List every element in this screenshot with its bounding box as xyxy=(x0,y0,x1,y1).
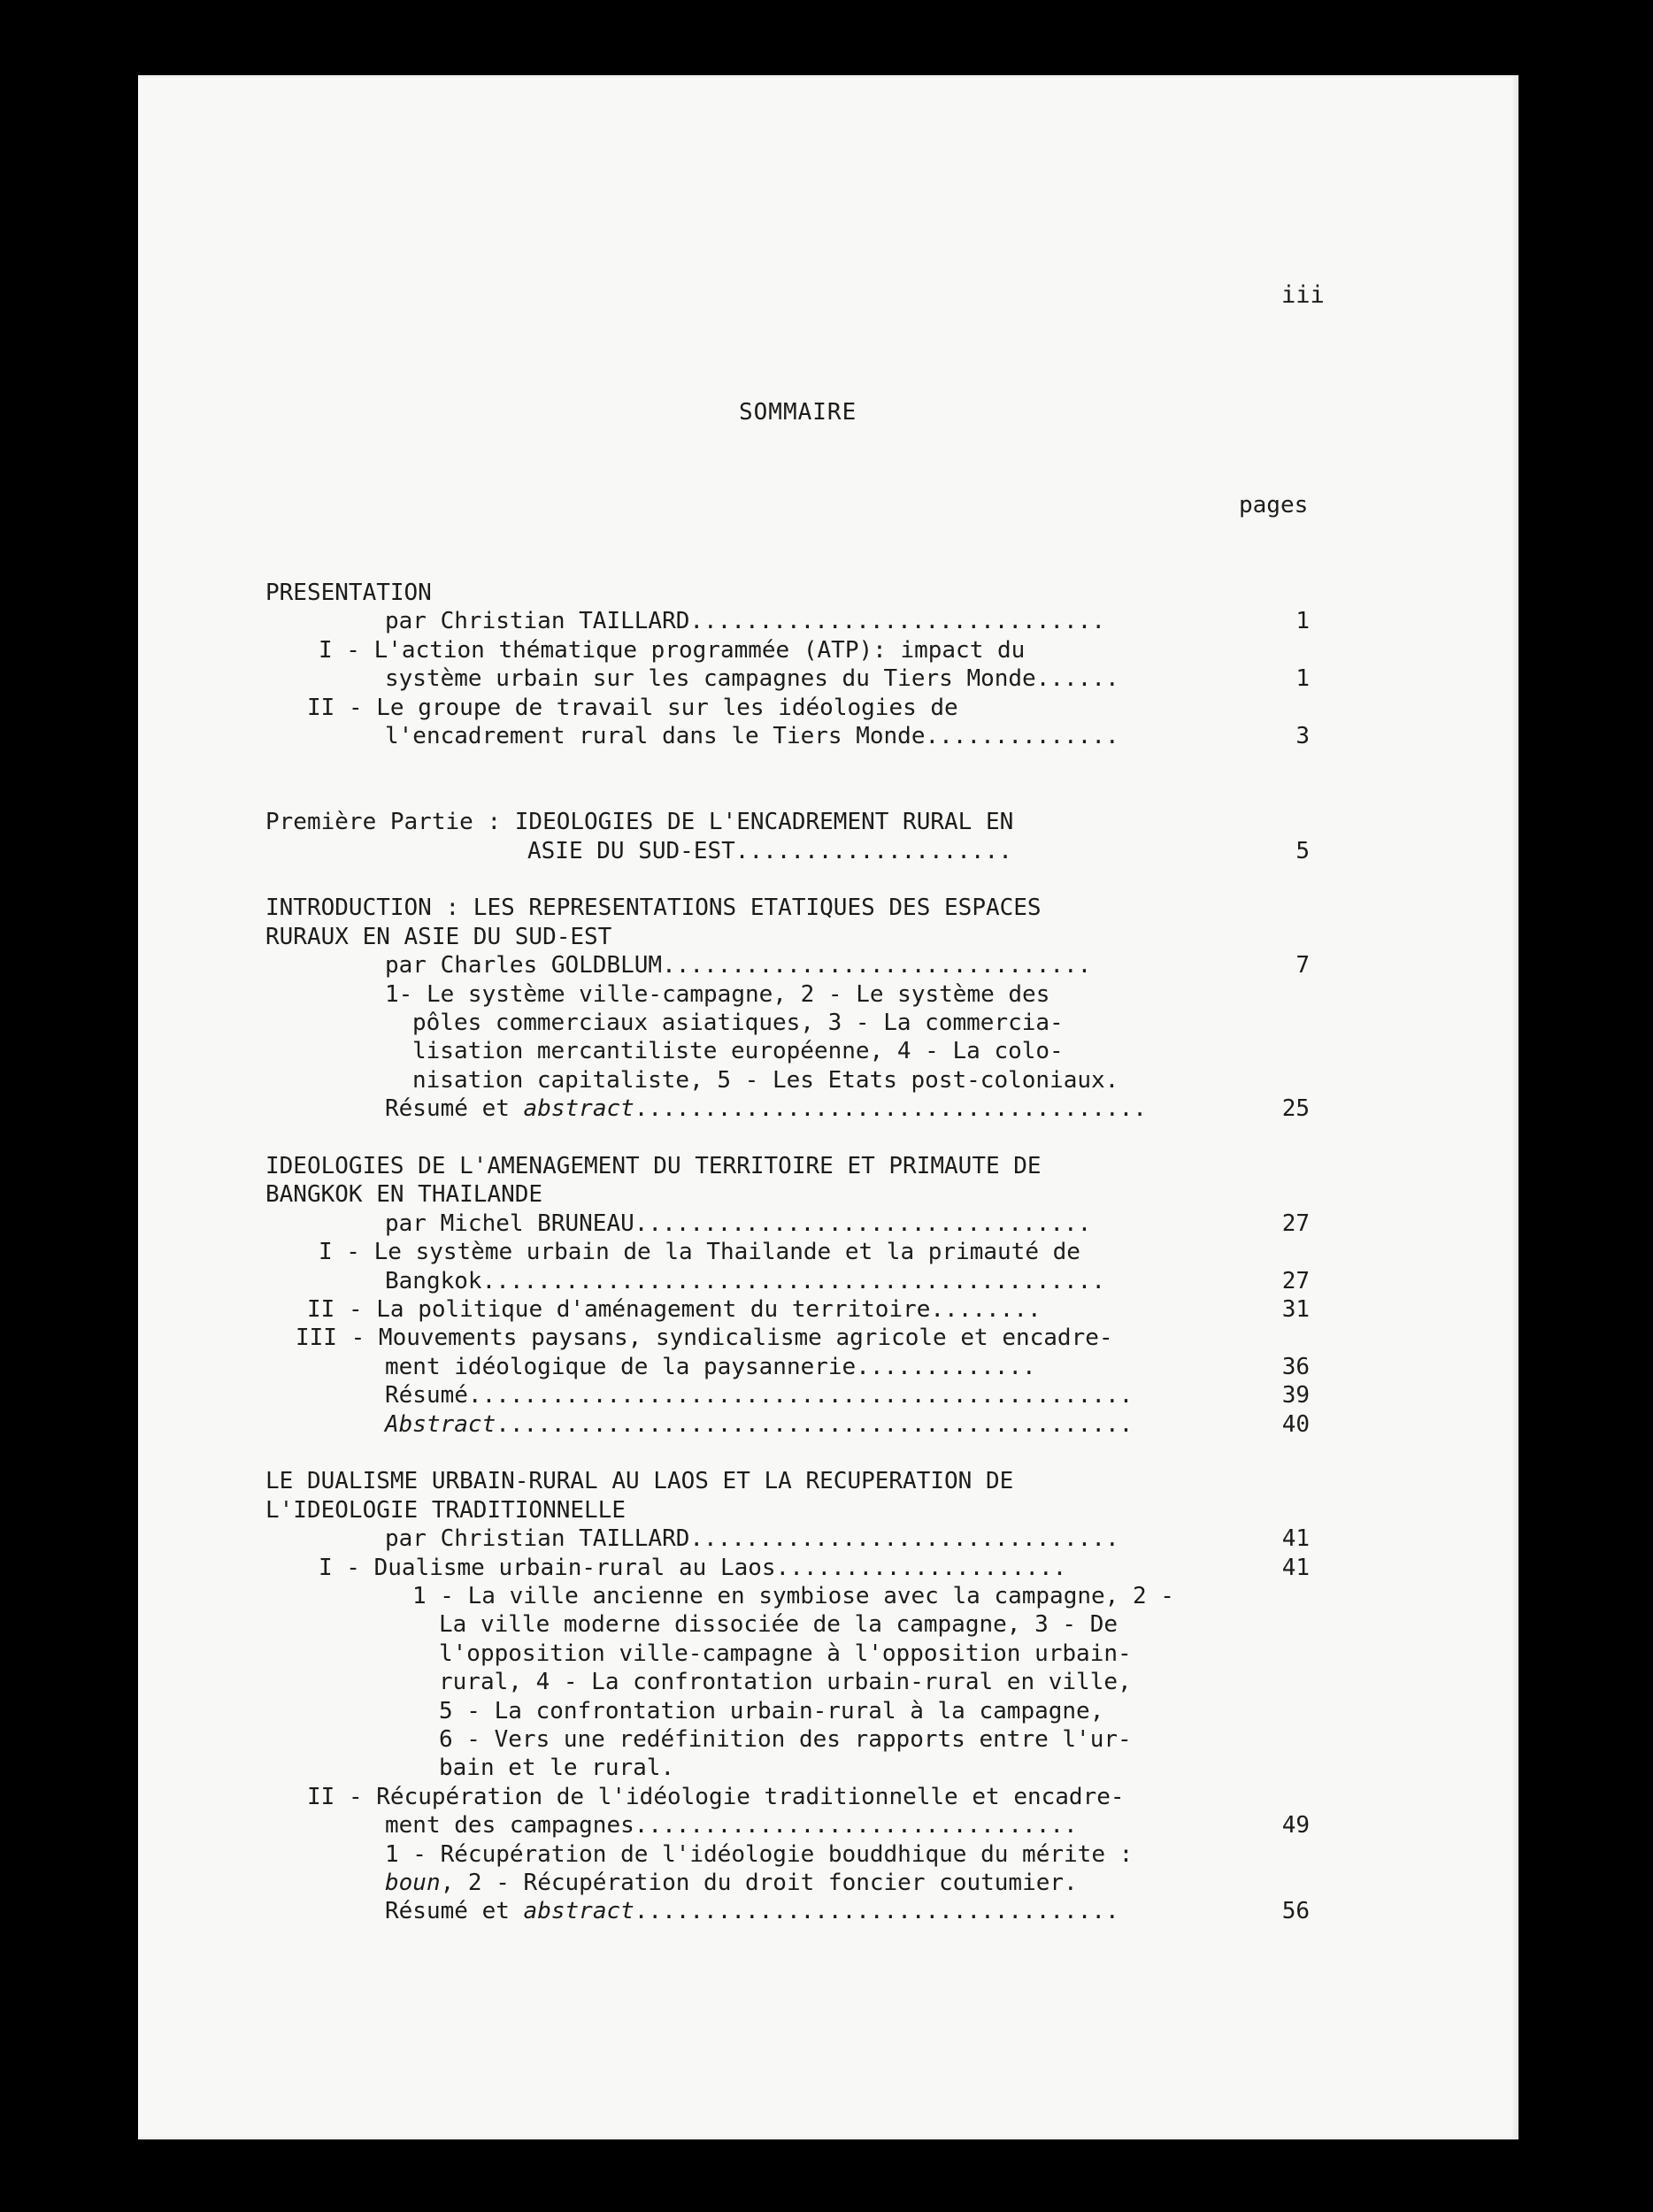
toc-line: III - Mouvements paysans, syndicalisme agricole et encadre- xyxy=(296,1325,1113,1352)
toc-line: ment des campagnes................................ xyxy=(385,1812,1078,1839)
toc-line: II - Le groupe de travail sur les idéologies de xyxy=(307,694,958,721)
toc-page-number: 27 xyxy=(1281,1267,1310,1294)
toc-line: rural, 4 - La confrontation urbain-rural en ville, xyxy=(439,1669,1132,1696)
toc-line: II - Récupération de l'idéologie traditionnelle et encadre- xyxy=(307,1783,1125,1810)
toc-page-number: 39 xyxy=(1281,1382,1310,1409)
toc-line: par Christian TAILLARD............................... xyxy=(385,1525,1119,1553)
toc-line: par Charles GOLDBLUM............................... xyxy=(385,952,1092,979)
toc-line: boun, 2 - Récupération du droit foncier coutumier. xyxy=(385,1870,1078,1896)
pages-column-header: pages xyxy=(1239,492,1309,518)
toc-line: 1- Le système ville-campagne, 2 - Le système des xyxy=(385,980,1050,1008)
toc-page-number: 3 xyxy=(1295,723,1310,749)
toc-page-number: 1 xyxy=(1295,608,1310,635)
toc-page-number: 25 xyxy=(1281,1095,1310,1123)
page-title: SOMMAIRE xyxy=(739,399,857,426)
toc-line: BANGKOK EN THAILANDE xyxy=(265,1181,543,1209)
page-number: iii xyxy=(1281,281,1325,309)
toc-line: I - Dualisme urbain-rural au Laos..................... xyxy=(319,1554,1067,1581)
toc-line: pôles commerciaux asiatiques, 3 - La commercia- xyxy=(412,1010,1064,1036)
toc-line: 1 - Récupération de l'idéologie bouddhique du mérite : xyxy=(385,1840,1134,1868)
toc-page-number: 56 xyxy=(1281,1898,1310,1925)
toc-page-number: 7 xyxy=(1295,952,1310,979)
toc-page-number: 41 xyxy=(1281,1525,1310,1553)
toc-page-number: 49 xyxy=(1281,1812,1310,1839)
toc-line: lisation mercantiliste européenne, 4 - La colo- xyxy=(412,1038,1064,1065)
toc-line: Bangkok............................................. xyxy=(385,1267,1105,1294)
toc-line: nisation capitaliste, 5 - Les Etats post-coloniaux. xyxy=(412,1066,1119,1094)
toc-line: Abstract.............................................. xyxy=(385,1410,1134,1438)
toc-line: ment idéologique de la paysannerie............. xyxy=(385,1353,1036,1380)
toc-page-number: 41 xyxy=(1281,1554,1310,1581)
toc-line: LE DUALISME URBAIN-RURAL AU LAOS ET LA RECUPERATION DE xyxy=(265,1468,1014,1495)
toc-line: PRESENTATION xyxy=(265,580,432,606)
toc-line: Résumé et abstract................................... xyxy=(385,1898,1119,1925)
toc-line: RURAUX EN ASIE DU SUD-EST xyxy=(265,923,612,950)
toc-line: II - La politique d'aménagement du territoire........ xyxy=(307,1296,1042,1323)
toc-line: par Michel BRUNEAU................................. xyxy=(385,1210,1092,1237)
toc-line: L'IDEOLOGIE TRADITIONNELLE xyxy=(265,1496,626,1524)
toc-line: La ville moderne dissociée de la campagne, 3 - De xyxy=(439,1611,1119,1639)
toc-line: l'opposition ville-campagne à l'opposition urbain- xyxy=(439,1640,1132,1667)
toc-line: système urbain sur les campagnes du Tiers Monde...... xyxy=(385,665,1119,693)
toc-line: bain et le rural. xyxy=(439,1755,675,1782)
toc-line: 1 - La ville ancienne en symbiose avec la campagne, 2 - xyxy=(412,1583,1174,1609)
toc-line: 5 - La confrontation urbain-rural à la campagne, xyxy=(439,1697,1104,1724)
toc-page-number: 31 xyxy=(1281,1296,1310,1323)
toc-page-number: 36 xyxy=(1281,1353,1310,1380)
toc-page-number: 40 xyxy=(1281,1410,1310,1438)
toc-line: Résumé et abstract..................................... xyxy=(385,1095,1147,1123)
toc-line: I - Le système urbain de la Thailande et la primauté de xyxy=(319,1239,1080,1266)
toc-line: Première Partie : IDEOLOGIES DE L'ENCADREMENT RURAL EN xyxy=(265,809,1014,836)
toc-line: INTRODUCTION : LES REPRESENTATIONS ETATIQUES DES ESPACES xyxy=(265,895,1042,922)
toc-line: l'encadrement rural dans le Tiers Monde.............. xyxy=(385,723,1119,749)
toc-line: ASIE DU SUD-EST.................... xyxy=(527,837,1012,864)
toc-line: 6 - Vers une redéfinition des rapports entre l'ur- xyxy=(439,1726,1132,1753)
toc-page-number: 5 xyxy=(1295,837,1310,864)
toc-line: par Christian TAILLARD.............................. xyxy=(385,608,1105,635)
toc-page-number: 27 xyxy=(1281,1210,1310,1237)
toc-line: I - L'action thématique programmée (ATP): impact du xyxy=(319,636,1026,664)
toc-page-number: 1 xyxy=(1295,665,1310,693)
toc-line: Résumé................................................ xyxy=(385,1382,1134,1409)
toc-line: IDEOLOGIES DE L'AMENAGEMENT DU TERRITOIRE ET PRIMAUTE DE xyxy=(265,1153,1042,1179)
